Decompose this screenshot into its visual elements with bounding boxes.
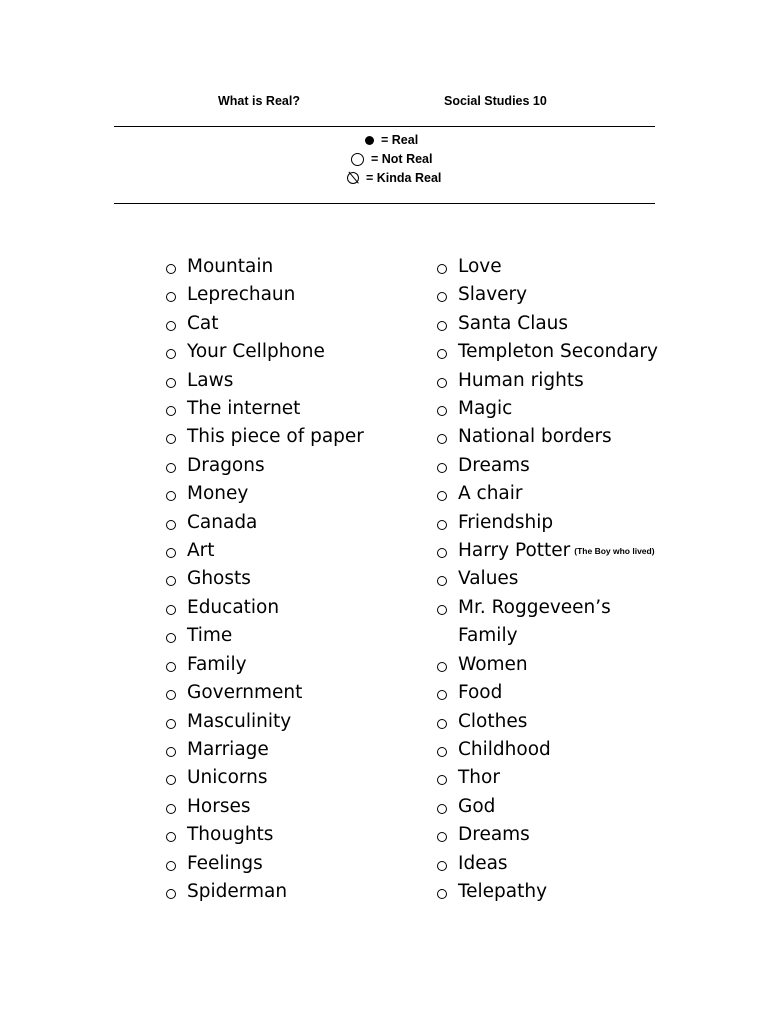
checkbox-circle[interactable]	[437, 434, 447, 444]
list-item: Templeton Secondary	[434, 338, 734, 366]
legend-kinda-real	[347, 169, 441, 187]
list-item: Laws	[163, 367, 413, 395]
checkbox-circle[interactable]	[166, 491, 176, 501]
checkbox-circle[interactable]	[437, 605, 447, 615]
legend-label: = Kinda Real	[366, 171, 442, 185]
checkbox-circle[interactable]	[166, 434, 176, 444]
checkbox-circle[interactable]	[166, 662, 176, 672]
checkbox-circle[interactable]	[437, 548, 447, 558]
list-item: Leprechaun	[163, 281, 413, 309]
list-item: Your Cellphone	[163, 338, 413, 366]
list-item: Women	[434, 651, 734, 679]
legend-label: = Not Real	[371, 152, 433, 166]
legend-real	[365, 131, 418, 149]
checkbox-circle[interactable]	[437, 861, 447, 871]
list-item: God	[434, 793, 734, 821]
list-item: Family	[163, 651, 413, 679]
list-item: The internet	[163, 395, 413, 423]
list-item: Mountain	[163, 253, 413, 281]
list-item: Education	[163, 594, 413, 622]
list-item: Values	[434, 565, 734, 593]
list-item: Dragons	[163, 452, 413, 480]
left-item-list	[163, 253, 413, 906]
checkbox-circle[interactable]	[166, 349, 176, 359]
list-item: Unicorns	[163, 764, 413, 792]
filled-circle-icon	[365, 136, 374, 145]
list-item: Thoughts	[163, 821, 413, 849]
checkbox-circle[interactable]	[166, 605, 176, 615]
checkbox-circle[interactable]	[166, 747, 176, 757]
checkbox-circle[interactable]	[166, 321, 176, 331]
checkbox-circle[interactable]	[166, 690, 176, 700]
checkbox-circle[interactable]	[437, 491, 447, 501]
checkbox-circle[interactable]	[166, 292, 176, 302]
list-item: Clothes	[434, 708, 734, 736]
list-item: Telepathy	[434, 878, 734, 906]
list-item: Friendship	[434, 509, 734, 537]
bottom-divider	[114, 203, 655, 204]
checkbox-circle[interactable]	[166, 520, 176, 530]
list-item: Horses	[163, 793, 413, 821]
checkbox-circle[interactable]	[437, 889, 447, 899]
list-item: Thor	[434, 764, 734, 792]
checkbox-circle[interactable]	[437, 292, 447, 302]
list-item: Ghosts	[163, 565, 413, 593]
checkbox-circle[interactable]	[166, 406, 176, 416]
list-item: Ideas	[434, 850, 734, 878]
checkbox-circle[interactable]	[437, 264, 447, 274]
checkbox-circle[interactable]	[166, 832, 176, 842]
top-divider	[114, 126, 655, 127]
list-item: Love	[434, 253, 734, 281]
list-item: Human rights	[434, 367, 734, 395]
slashed-circle-icon	[347, 172, 359, 184]
list-item: Magic	[434, 395, 734, 423]
list-item: Slavery	[434, 281, 734, 309]
checkbox-circle[interactable]	[437, 378, 447, 388]
empty-circle-icon	[351, 153, 364, 166]
checkbox-circle[interactable]	[166, 889, 176, 899]
checkbox-circle[interactable]	[437, 463, 447, 473]
checkbox-circle[interactable]	[437, 832, 447, 842]
list-item: Government	[163, 679, 413, 707]
checkbox-circle[interactable]	[437, 576, 447, 586]
checkbox-circle[interactable]	[437, 520, 447, 530]
checkbox-circle[interactable]	[166, 576, 176, 586]
checkbox-circle[interactable]	[166, 378, 176, 388]
list-item: This piece of paper	[163, 423, 413, 451]
checkbox-circle[interactable]	[437, 719, 447, 729]
checkbox-circle[interactable]	[437, 690, 447, 700]
checkbox-circle[interactable]	[437, 662, 447, 672]
checkbox-circle[interactable]	[437, 804, 447, 814]
list-item: Mr. Roggeveen’s Family	[434, 594, 734, 651]
checkbox-circle[interactable]	[166, 463, 176, 473]
list-item: Santa Claus	[434, 310, 734, 338]
list-item: Marriage	[163, 736, 413, 764]
checkbox-circle[interactable]	[166, 548, 176, 558]
list-item: Time	[163, 622, 413, 650]
right-item-list	[434, 253, 734, 906]
list-item: Canada	[163, 509, 413, 537]
course-name: Social Studies 10	[444, 94, 547, 108]
legend-label: = Real	[381, 133, 419, 147]
item-note: (The Boy who lived)	[574, 546, 655, 557]
checkbox-circle[interactable]	[437, 406, 447, 416]
list-item: Dreams	[434, 452, 734, 480]
list-item: Feelings	[163, 850, 413, 878]
worksheet-title: What is Real?	[218, 94, 300, 108]
list-item: A chair	[434, 480, 734, 508]
legend-not-real	[351, 150, 432, 168]
checkbox-circle[interactable]	[166, 719, 176, 729]
checkbox-circle[interactable]	[166, 264, 176, 274]
checkbox-circle[interactable]	[437, 747, 447, 757]
list-item: Dreams	[434, 821, 734, 849]
list-item: National borders	[434, 423, 734, 451]
list-item: Cat	[163, 310, 413, 338]
list-item: Masculinity	[163, 708, 413, 736]
checkbox-circle[interactable]	[166, 804, 176, 814]
list-item: Money	[163, 480, 413, 508]
checkbox-circle[interactable]	[166, 633, 176, 643]
list-item: Art	[163, 537, 413, 565]
list-item: Spiderman	[163, 878, 413, 906]
checkbox-circle[interactable]	[437, 321, 447, 331]
list-item: Childhood	[434, 736, 734, 764]
checkbox-circle[interactable]	[437, 775, 447, 785]
list-item: Harry Potter (The Boy who lived)	[434, 537, 734, 565]
list-item: Food	[434, 679, 734, 707]
checkbox-circle[interactable]	[166, 775, 176, 785]
checkbox-circle[interactable]	[437, 349, 447, 359]
checkbox-circle[interactable]	[166, 861, 176, 871]
